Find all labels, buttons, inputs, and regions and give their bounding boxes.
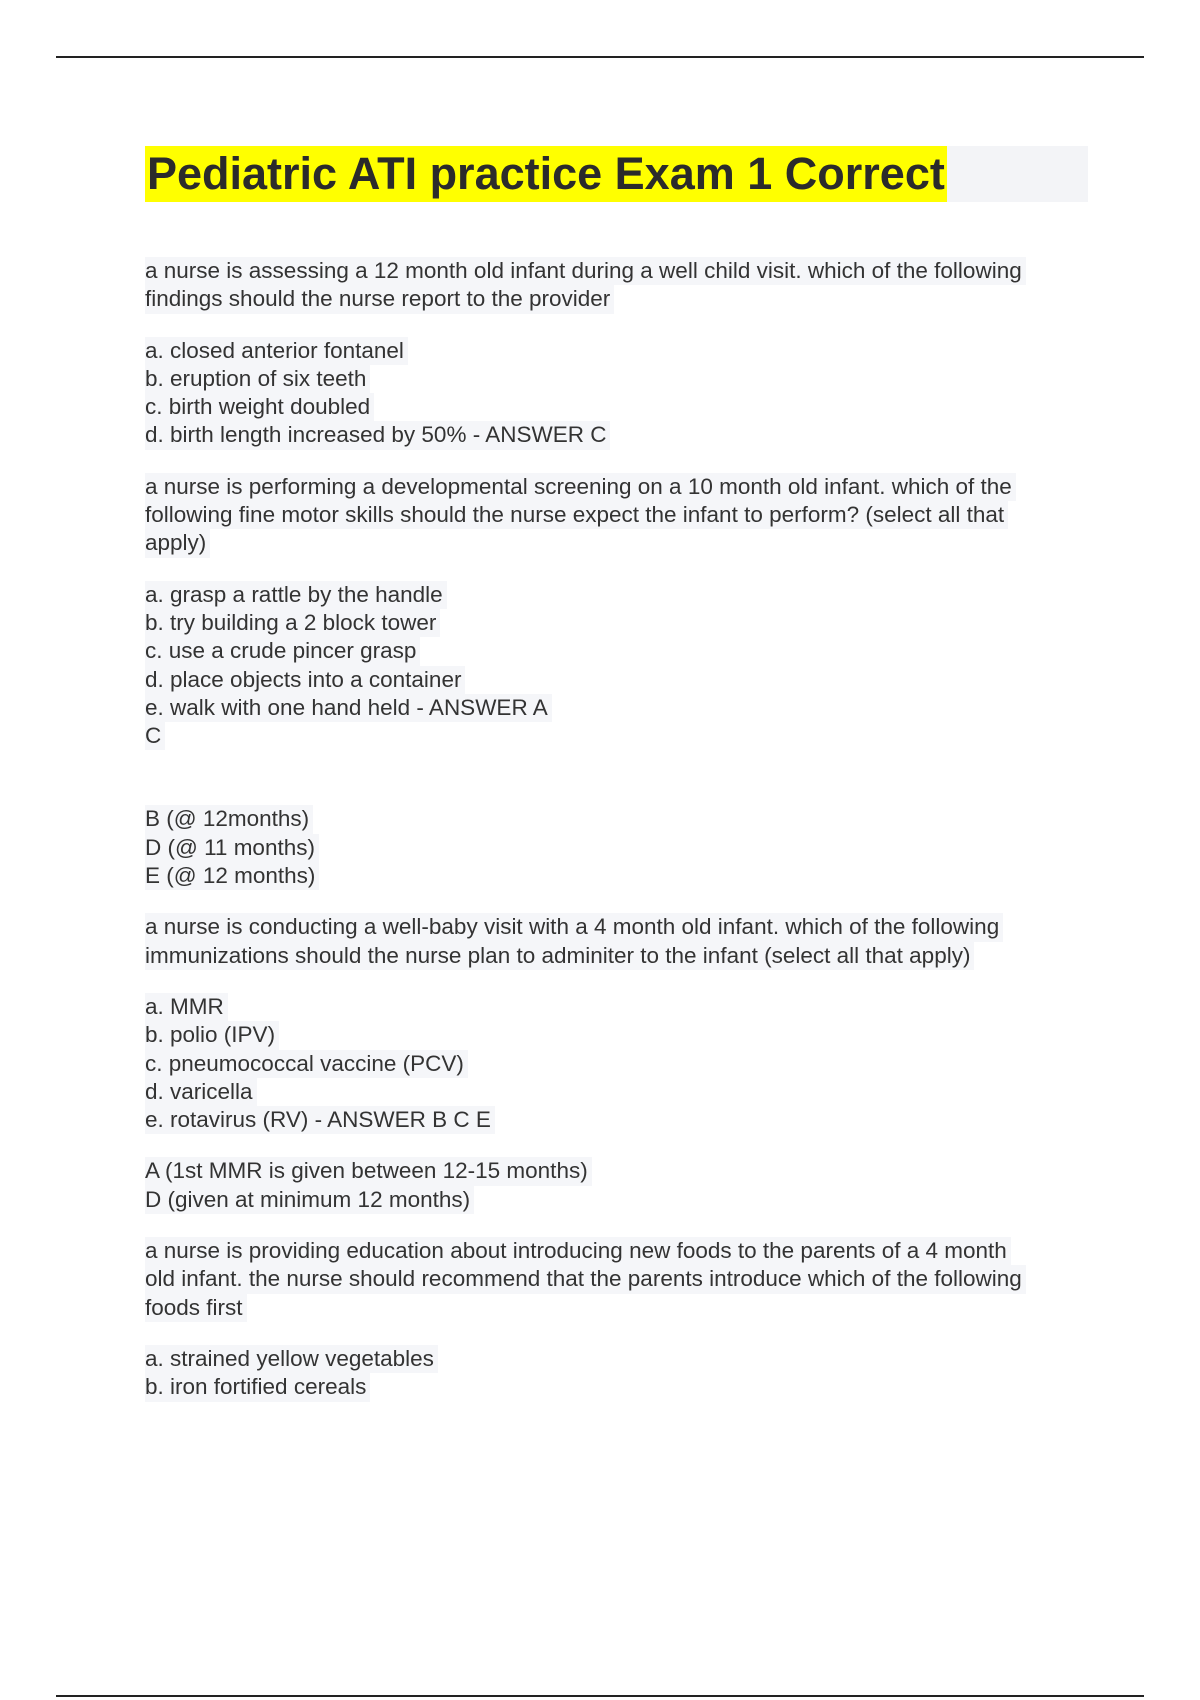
option-item: b. eruption of six teeth [145,365,370,393]
question-line: old infant. the nurse should recommend that the parents introduce which of the following [145,1265,1026,1293]
question-line: foods first [145,1294,247,1322]
question-1-options [145,337,1095,450]
question-3-rationale [145,1157,1095,1214]
question-line: a nurse is performing a developmental screening on a 10 month old infant. which of the [145,473,1016,501]
rationale-line: B (@ 12months) [145,805,313,833]
question-line: apply) [145,529,210,557]
option-item: c. use a crude pincer grasp [145,637,420,665]
document-body [145,257,1095,1425]
question-2-options [145,581,1095,751]
bottom-rule [56,1695,1144,1697]
title-block [145,146,1088,202]
option-item: a. MMR [145,993,228,1021]
option-item-with-answer: e. walk with one hand held - ANSWER A [145,694,552,722]
option-item: a. grasp a rattle by the handle [145,581,447,609]
option-item: a. closed anterior fontanel [145,337,408,365]
answer-continuation: C [145,722,165,750]
option-item-with-answer: d. birth length increased by 50% - ANSWER C [145,421,610,449]
option-item: b. iron fortified cereals [145,1373,370,1401]
top-rule [56,56,1144,58]
question-3-options [145,993,1095,1134]
question-line: findings should the nurse report to the provider [145,285,614,313]
question-3-text [145,913,1095,970]
rationale-line: E (@ 12 months) [145,862,319,890]
option-item: a. strained yellow vegetables [145,1345,438,1373]
question-line: following fine motor skills should the nurse expect the infant to perform? (select all that [145,501,1008,529]
question-line: a nurse is assessing a 12 month old infant during a well child visit. which of the following [145,257,1026,285]
page-title: Pediatric ATI practice Exam 1 Correct [145,146,947,202]
question-1-text [145,257,1095,314]
option-item-with-answer: e. rotavirus (RV) - ANSWER B C E [145,1106,495,1134]
question-2-rationale [145,805,1095,890]
option-item: d. place objects into a container [145,666,465,694]
option-item: c. pneumococcal vaccine (PCV) [145,1050,468,1078]
question-line: immunizations should the nurse plan to adminiter to the infant (select all that apply) [145,942,974,970]
option-item: b. polio (IPV) [145,1021,279,1049]
rationale-line: A (1st MMR is given between 12-15 months) [145,1157,592,1185]
question-4-text [145,1237,1095,1322]
rationale-line: D (given at minimum 12 months) [145,1186,474,1214]
question-2-text [145,473,1095,558]
spacer [145,750,1095,805]
option-item: d. varicella [145,1078,257,1106]
question-line: a nurse is conducting a well-baby visit with a 4 month old infant. which of the following [145,913,1003,941]
option-item: b. try building a 2 block tower [145,609,440,637]
rationale-line: D (@ 11 months) [145,834,319,862]
question-line: a nurse is providing education about introducing new foods to the parents of a 4 month [145,1237,1011,1265]
option-item: c. birth weight doubled [145,393,374,421]
question-4-options [145,1345,1095,1402]
